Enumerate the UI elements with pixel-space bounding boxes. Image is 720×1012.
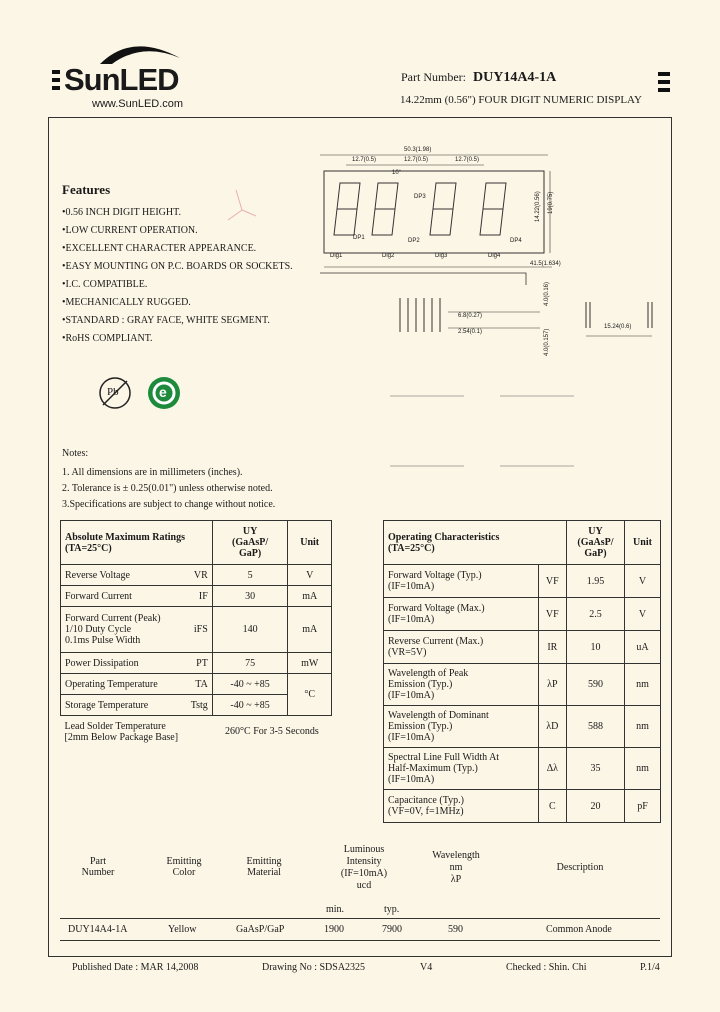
sel-sub-typ: typ.	[384, 904, 400, 915]
feature-item: • EXCELLENT CHARACTER APPEARANCE.	[62, 240, 293, 258]
sel-header-material: Emitting Material	[246, 856, 282, 878]
part-number: DUY14A4-1A	[473, 70, 557, 85]
footer-drawing: Drawing No : SDSA2325	[262, 962, 366, 973]
notes	[62, 446, 275, 513]
sel-color: Yellow	[168, 924, 197, 935]
sel-header-intensity: Luminous Intensity (IF=10mA) ucd	[340, 844, 388, 891]
param-name: Capacitance (Typ.) (VF=0V, f=1MHz)	[384, 790, 539, 823]
sel-row	[60, 924, 660, 938]
digit-label-3: Dig3	[435, 253, 448, 259]
dim-b: 2.54(0.1)	[458, 329, 483, 335]
param-unit: pF	[625, 790, 661, 823]
param-unit: V	[625, 565, 661, 598]
dim-pitch-2: 12.7(0.5)	[404, 157, 429, 163]
param-sym: C	[538, 790, 566, 823]
sel-header-color: Emitting Color	[166, 856, 202, 878]
part-number-row	[401, 70, 556, 86]
param-unit: nm	[625, 748, 661, 790]
param-val: 590	[566, 664, 624, 706]
param-name: Wavelength of Peak Emission (Typ.) (IF=10mA)	[384, 664, 539, 706]
dim-d: 4.0(0.16)	[544, 281, 550, 306]
param-unit: mA	[288, 586, 332, 607]
dp-label-1: DP1	[353, 235, 365, 241]
part-number-label: Part Number:	[401, 70, 466, 84]
package-drawing	[316, 145, 666, 285]
abs-max-col-unit: Unit	[288, 521, 332, 565]
sel-wl: 590	[448, 924, 463, 935]
op-char-col-uy	[566, 521, 624, 565]
dp-label-3: DP3	[414, 194, 426, 200]
op-char-cond: (TA=25°C)	[388, 542, 435, 554]
param-val: 35	[566, 748, 624, 790]
param-name: Operating Temperature	[61, 674, 183, 695]
digit-1	[334, 183, 360, 235]
sel-divider	[60, 918, 660, 919]
selection-headers	[60, 846, 660, 902]
param-sym: λD	[538, 706, 566, 748]
param-name: Forward Voltage (Max.) (IF=10mA)	[384, 598, 539, 631]
abs-max-col-uy	[212, 521, 288, 565]
subtitle: 14.22mm (0.56") FOUR DIGIT NUMERIC DISPLAY	[400, 94, 642, 106]
param-sym: Tstg	[182, 695, 212, 716]
recycle-label: e	[159, 384, 167, 400]
op-char-header	[384, 521, 567, 565]
param-name: Reverse Voltage	[61, 565, 183, 586]
sel-header-wavelength: Wavelength nm λP	[432, 850, 480, 885]
param-sym: TA	[182, 674, 212, 695]
param-name: Wavelength of Dominant Emission (Typ.) (IF=10mA)	[384, 706, 539, 748]
table-row	[384, 706, 661, 748]
param-unit: nm	[625, 664, 661, 706]
footer-version: V4	[420, 962, 433, 973]
digit-label-1: Dig1	[330, 253, 343, 259]
note-item: 1. All dimensions are in millimeters (inches).	[62, 467, 243, 478]
brand-name: SunLED	[64, 62, 179, 97]
param-val: -40 ~ +85	[212, 695, 288, 716]
abs-max-title: Absolute Maximum Ratings	[65, 531, 186, 543]
sel-bottom-line	[60, 940, 660, 941]
table-row	[384, 748, 661, 790]
param-sym: VF	[538, 565, 566, 598]
param-val: -40 ~ +85	[212, 674, 288, 695]
abs-max-table	[60, 520, 332, 748]
param-unit: uA	[625, 631, 661, 664]
table-row	[384, 790, 661, 823]
param-name: Storage Temperature	[61, 695, 183, 716]
param-val: 5	[212, 565, 288, 586]
col-uy-mat2: GaP)	[238, 548, 262, 559]
website: www.SunLED.com	[92, 98, 184, 110]
param-unit: °C	[288, 674, 332, 716]
feature-item: • I.C. COMPATIBLE.	[62, 276, 293, 294]
param-val: 30	[212, 586, 288, 607]
param-unit: V	[625, 598, 661, 631]
op-char-table	[383, 520, 661, 823]
sel-header-desc: Description	[556, 862, 604, 873]
digit-2	[372, 183, 398, 235]
param-sym: PT	[182, 653, 212, 674]
digit-label-4: Dig4	[488, 253, 501, 259]
param-name: Reverse Current (Max.) (VR=5V)	[384, 631, 539, 664]
param-unit: V	[288, 565, 332, 586]
abs-max-header	[61, 521, 213, 565]
param-sym: λP	[538, 664, 566, 706]
side-view-drawing	[582, 298, 662, 348]
op-char-title: Operating Characteristics	[388, 531, 500, 543]
dim-a: 6.8(0.27)	[458, 313, 483, 319]
sel-typ: 7900	[382, 924, 402, 935]
op-char-col-unit: Unit	[625, 521, 661, 565]
watermark-logo-icon	[222, 186, 262, 226]
sel-header-part: Part Number	[81, 856, 115, 878]
sel-part: DUY14A4-1A	[68, 924, 128, 935]
param-val: 10	[566, 631, 624, 664]
param-val: 1.95	[566, 565, 624, 598]
param-sym: iFS	[182, 607, 212, 653]
dim-overall: 50.3(1.98)	[404, 147, 432, 153]
feature-item: • EASY MOUNTING ON P.C. BOARDS OR SOCKETS.	[62, 258, 293, 276]
param-name: Forward Voltage (Typ.) (IF=10mA)	[384, 565, 539, 598]
table-row	[384, 598, 661, 631]
feature-item: • 0.56 INCH DIGIT HEIGHT.	[62, 204, 293, 222]
param-val: 588	[566, 706, 624, 748]
table-row	[61, 653, 332, 674]
param-name: Spectral Line Full Width At Half-Maximum (Typ.) (IF=10mA)	[384, 748, 539, 790]
pb-free-icon	[98, 376, 132, 410]
table-row	[61, 716, 332, 748]
feature-item: • STANDARD : GRAY FACE, WHITE SEGMENT.	[62, 312, 293, 330]
table-row	[61, 586, 332, 607]
param-sym: VF	[538, 598, 566, 631]
sel-min: 1900	[324, 924, 344, 935]
circuit-diagram	[384, 370, 604, 490]
param-name: Forward Current	[61, 586, 183, 607]
param-sym: Δλ	[538, 748, 566, 790]
rohs-recycle-icon	[146, 375, 182, 411]
table-row	[384, 664, 661, 706]
solder-name: Lead Solder Temperature [2mm Below Package Base]	[64, 720, 179, 743]
dp-label-2: DP2	[408, 238, 420, 244]
sel-desc: Common Anode	[546, 924, 612, 935]
logo	[52, 34, 202, 114]
feature-item: • LOW CURRENT OPERATION.	[62, 222, 293, 240]
table-row	[61, 565, 332, 586]
feature-item: • RoHS COMPLIANT.	[62, 330, 293, 348]
pin-drawing	[390, 298, 570, 358]
param-sym: IF	[182, 586, 212, 607]
features-title: Features	[62, 182, 111, 197]
table-row	[61, 607, 332, 653]
footer-page: P.1/4	[640, 962, 660, 973]
digit-4	[480, 183, 506, 235]
table-row	[384, 631, 661, 664]
param-val: 140	[212, 607, 288, 653]
dim-pitch-3: 12.7(0.5)	[455, 157, 480, 163]
solder-val: 260°C For 3-5 Seconds	[225, 726, 319, 738]
col-uy: UY	[242, 526, 258, 537]
pb-label: Pb	[107, 386, 119, 398]
param-name: Power Dissipation	[61, 653, 183, 674]
dim-height: 19(0.75)	[548, 191, 554, 214]
table-row	[384, 565, 661, 598]
dim-tilt: 10°	[392, 170, 402, 176]
param-val: 75	[212, 653, 288, 674]
dim-side: 15.24(0.6)	[604, 324, 632, 330]
dp-label-4: DP4	[510, 238, 522, 244]
param-unit: mA	[288, 607, 332, 653]
dim-seg-height: 14.22(0.56)	[535, 191, 541, 222]
col-uy-mat: (GaAsP/	[577, 537, 614, 548]
param-unit: nm	[625, 706, 661, 748]
col-uy-mat: (GaAsP/	[232, 537, 269, 548]
feature-item: • MECHANICALLY RUGGED.	[62, 294, 293, 312]
dim-c: 41.5(1.634)	[530, 261, 561, 267]
sel-material: GaAsP/GaP	[236, 924, 285, 935]
col-uy-mat2: GaP)	[584, 548, 607, 559]
right-bars-icon	[658, 72, 670, 98]
param-sym: IR	[538, 631, 566, 664]
note-item: 3.Specifications are subject to change without notice.	[62, 499, 276, 510]
abs-max-cond: (TA=25°C)	[65, 542, 112, 554]
param-name: Forward Current (Peak) 1/10 Duty Cycle 0.1ms Pulse Width	[61, 607, 183, 653]
footer-checked: Checked : Shin. Chi	[506, 962, 587, 973]
param-val: 2.5	[566, 598, 624, 631]
param-sym: VR	[182, 565, 212, 586]
note-item: 2. Tolerance is ± 0.25(0.01") unless otherwise noted.	[62, 483, 273, 494]
param-unit: mW	[288, 653, 332, 674]
footer-published: Published Date : MAR 14,2008	[72, 962, 199, 973]
digit-3	[430, 183, 456, 235]
col-uy: UY	[588, 526, 603, 537]
dim-pitch-1: 12.7(0.5)	[352, 157, 377, 163]
dim-pin: 4.0(0.157)	[544, 328, 550, 356]
digit-label-2: Dig2	[382, 253, 395, 259]
notes-title: Notes:	[62, 448, 89, 459]
param-val: 20	[566, 790, 624, 823]
sel-sub-min: min.	[326, 904, 345, 915]
table-row	[61, 674, 332, 695]
